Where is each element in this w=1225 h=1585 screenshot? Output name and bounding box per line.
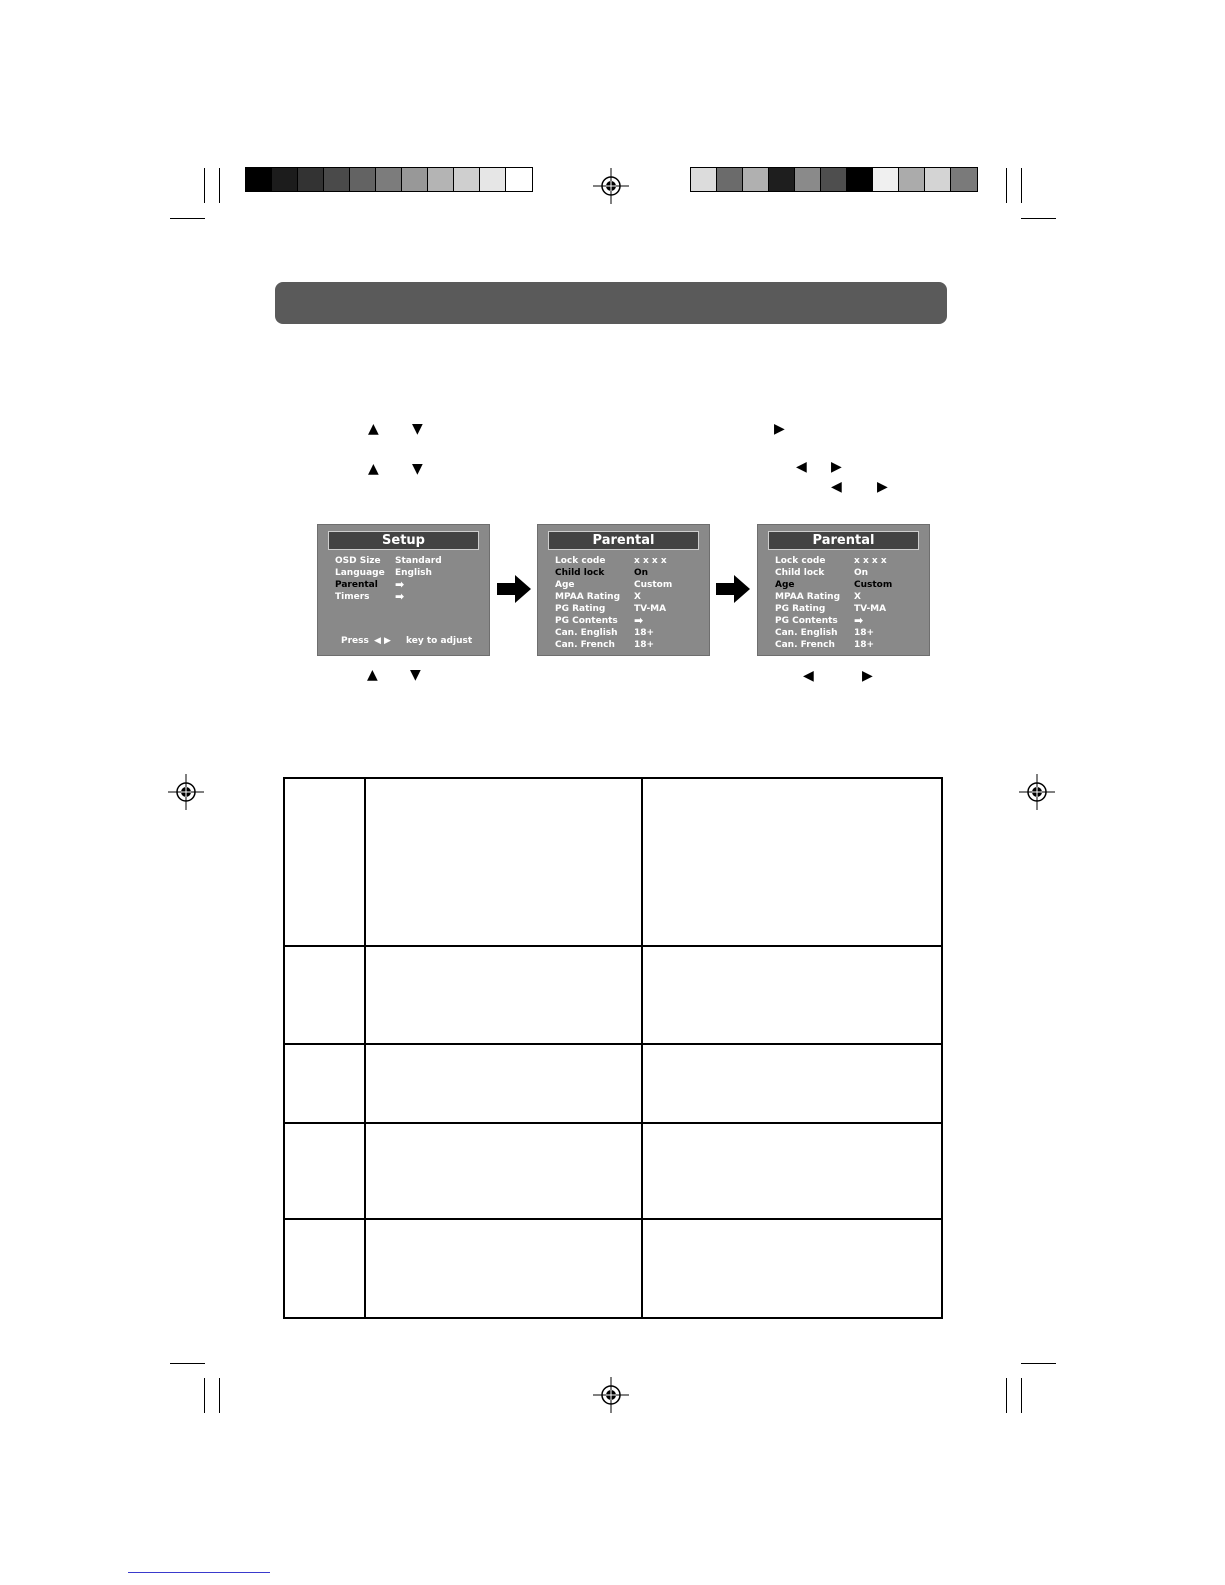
menu-item-value: Standard: [395, 556, 442, 566]
left-arrow-icon: ◀: [803, 668, 814, 684]
color-swatch: [743, 168, 769, 191]
table-row-divider: [285, 1122, 941, 1124]
menu-item-value: On: [854, 568, 869, 578]
left-arrow-icon: ◀: [831, 479, 842, 495]
menu-item-label: PG Rating: [775, 604, 826, 614]
menu-item-value: X: [634, 592, 641, 602]
crop-mark: [1006, 168, 1007, 203]
color-swatch: [821, 168, 847, 191]
right-arrow-icon: ▶: [862, 668, 873, 684]
color-swatch: [454, 168, 480, 191]
menu-item-label: Child lock: [555, 568, 605, 578]
color-swatch: [376, 168, 402, 191]
submenu-arrow-icon: ➡: [395, 578, 405, 591]
color-swatch: [795, 168, 821, 191]
down-arrow-icon: ▼: [412, 461, 423, 477]
crop-mark: [170, 1363, 205, 1364]
up-arrow-icon: ▲: [368, 461, 379, 477]
color-swatch: [873, 168, 899, 191]
color-swatch: [769, 168, 795, 191]
right-arrow-icon: ▶: [774, 421, 785, 437]
menu-item-label: Parental: [335, 580, 378, 590]
menu-item-value: On: [634, 568, 649, 578]
color-swatch: [324, 168, 350, 191]
footer-rule: [128, 1572, 270, 1573]
parental-menu-child-lock: [537, 524, 710, 656]
right-arrow-icon: ▶: [877, 479, 888, 495]
menu-item-label: PG Contents: [775, 616, 838, 626]
color-swatch: [691, 168, 717, 191]
crop-mark: [170, 218, 205, 219]
down-arrow-icon: ▼: [412, 421, 423, 437]
menu-item-value: x x x x: [854, 556, 887, 566]
setup-menu-title: Setup: [328, 531, 479, 550]
crop-mark: [204, 1378, 205, 1413]
color-swatch: [925, 168, 951, 191]
menu-item-label: MPAA Rating: [555, 592, 621, 602]
next-step-arrow-icon: [716, 575, 750, 603]
menu-item-label: Can. French: [555, 640, 615, 650]
next-step-arrow-icon: [497, 575, 531, 603]
color-swatch: [506, 168, 532, 191]
color-swatch: [402, 168, 428, 191]
crop-mark: [204, 168, 205, 203]
table-column-divider: [364, 779, 366, 1317]
table-row-divider: [285, 945, 941, 947]
registration-mark-icon: [593, 1377, 629, 1413]
menu-item-value: 18+: [854, 628, 875, 638]
setup-menu: [317, 524, 490, 656]
footer-suffix: key to adjust: [406, 636, 473, 646]
down-arrow-icon: ▼: [410, 667, 421, 683]
up-arrow-icon: ▲: [367, 667, 378, 683]
section-title-bar: [275, 282, 947, 324]
menu-item-value: TV-MA: [854, 604, 887, 614]
parental-menu-title: Parental: [548, 531, 699, 550]
registration-mark-icon: [593, 168, 629, 204]
submenu-arrow-icon: ➡: [854, 614, 864, 627]
table-column-divider: [641, 779, 643, 1317]
menu-item-label: Age: [555, 580, 575, 590]
color-swatch: [350, 168, 376, 191]
menu-item-label: Can. French: [775, 640, 835, 650]
crop-mark: [219, 1378, 220, 1413]
up-arrow-icon: ▲: [368, 421, 379, 437]
color-swatch: [298, 168, 324, 191]
registration-mark-icon: [168, 774, 204, 810]
color-swatch: [847, 168, 873, 191]
table-row-divider: [285, 1218, 941, 1220]
menu-item-value: 18+: [634, 628, 655, 638]
submenu-arrow-icon: ➡: [634, 614, 644, 627]
menu-item-value: x x x x: [634, 556, 667, 566]
color-swatch: [480, 168, 506, 191]
menu-item-value: TV-MA: [634, 604, 667, 614]
menu-item-label: Timers: [335, 592, 370, 602]
submenu-arrow-icon: ➡: [395, 590, 405, 603]
left-arrow-icon: ◀: [796, 459, 807, 475]
menu-item-label: Lock code: [555, 556, 606, 566]
color-swatch: [272, 168, 298, 191]
rating-table: [283, 777, 943, 1319]
color-bar-right: [690, 167, 978, 192]
menu-item-label: Age: [775, 580, 795, 590]
menu-item-value: Custom: [634, 580, 673, 590]
color-swatch: [899, 168, 925, 191]
menu-item-label: Language: [335, 568, 385, 578]
color-swatch: [717, 168, 743, 191]
crop-mark: [1021, 1363, 1056, 1364]
parental-menu-age: [757, 524, 930, 656]
menu-item-label: PG Contents: [555, 616, 618, 626]
menu-item-label: Lock code: [775, 556, 826, 566]
crop-mark: [1021, 168, 1022, 203]
menu-item-value: X: [854, 592, 861, 602]
menu-item-value: English: [395, 568, 432, 578]
menu-item-value: Custom: [854, 580, 893, 590]
color-bar-left: [245, 167, 533, 192]
right-arrow-icon: ▶: [831, 459, 842, 475]
menu-item-value: 18+: [854, 640, 875, 650]
menu-item-label: PG Rating: [555, 604, 606, 614]
color-swatch: [246, 168, 272, 191]
footer-press: Press: [341, 636, 369, 646]
crop-mark: [1021, 218, 1056, 219]
menu-item-label: Child lock: [775, 568, 825, 578]
color-swatch: [951, 168, 977, 191]
color-swatch: [428, 168, 454, 191]
menu-item-label: OSD Size: [335, 556, 381, 566]
crop-mark: [1021, 1378, 1022, 1413]
table-row-divider: [285, 1043, 941, 1045]
crop-mark: [219, 168, 220, 203]
menu-item-value: 18+: [634, 640, 655, 650]
registration-mark-icon: [1019, 774, 1055, 810]
footer-keys-icon: ◀ ▶: [374, 636, 391, 646]
parental-menu-title: Parental: [768, 531, 919, 550]
menu-item-label: MPAA Rating: [775, 592, 841, 602]
menu-item-label: Can. English: [555, 628, 618, 638]
crop-mark: [1006, 1378, 1007, 1413]
menu-item-label: Can. English: [775, 628, 838, 638]
